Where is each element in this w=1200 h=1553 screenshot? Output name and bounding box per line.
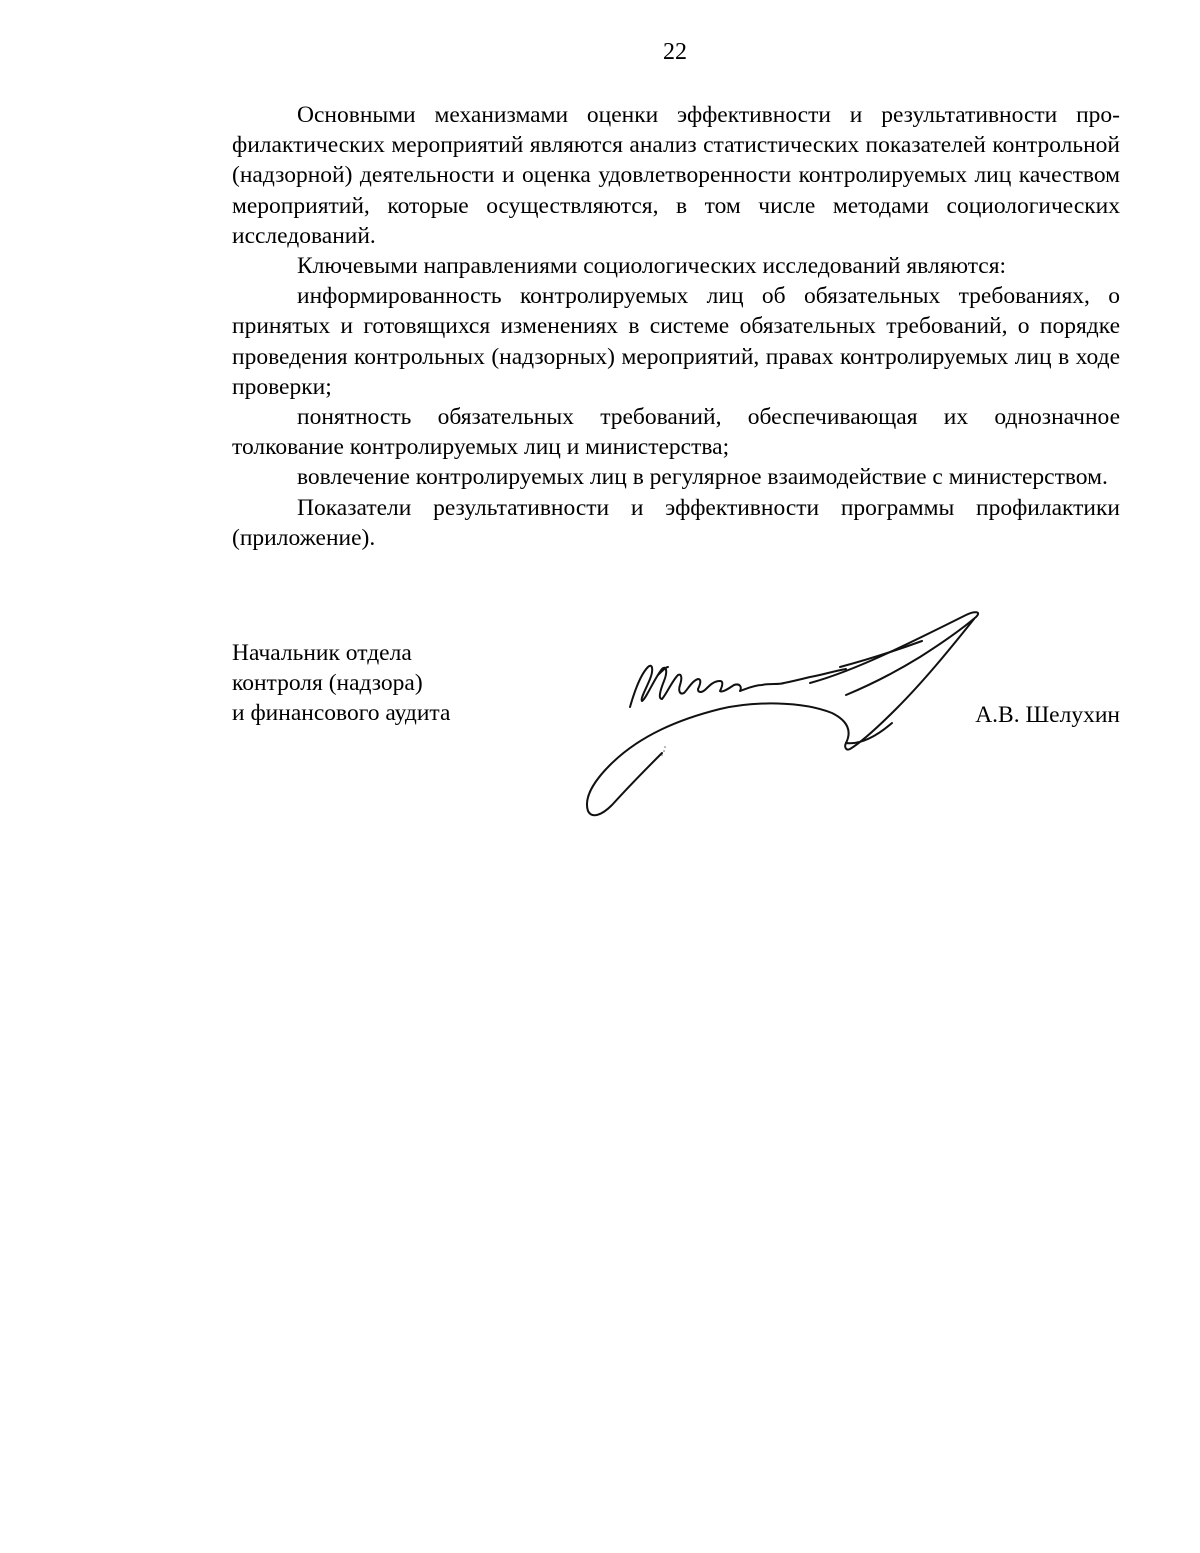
paragraph-indicators: Показатели результативности и эффективности программы профилактики (приложение). (232, 494, 1120, 551)
handwritten-signature (570, 605, 1010, 825)
signer-position-line: и финансового аудита (232, 700, 451, 727)
signer-position-line: Начальник отдела (232, 640, 412, 666)
paragraph-mechanisms: Основными механизмами оценки эффективности и результативности профилактических мероприятий являются анализ статистических показателей контрольной (надзорной) деятельности и оценка удовлетворенности контролируемых лиц качеством мероприятий, которые осуществляются, в том числе методами социологических исследований. (232, 102, 1120, 249)
document-body (232, 100, 1120, 553)
paragraph-engagement: вовлечение контролируемых лиц в регулярное взаимодействие с министерством. (297, 464, 1108, 491)
paragraph-awareness: информированность контролируемых лиц об обязательных требованиях, о принятых и готовящихся изменениях в системе обязательных требований, о порядке проведения контрольных (надзорных) мероприятий, правах контролируемых лиц в ходе проверки; (232, 283, 1120, 400)
paragraph-key-directions: Ключевыми направлениями социологических исследований являются: (297, 253, 1007, 280)
signer-position-line: контроля (надзора) (232, 670, 423, 697)
paragraph-clarity: понятность обязательных требований, обеспечивающая их однозначное толкование контролируемых лиц и министерства; (232, 404, 1120, 461)
signer-position (232, 638, 552, 729)
page-number: 22 (663, 39, 687, 65)
signer-name: А.В. Шелухин (975, 702, 1120, 728)
